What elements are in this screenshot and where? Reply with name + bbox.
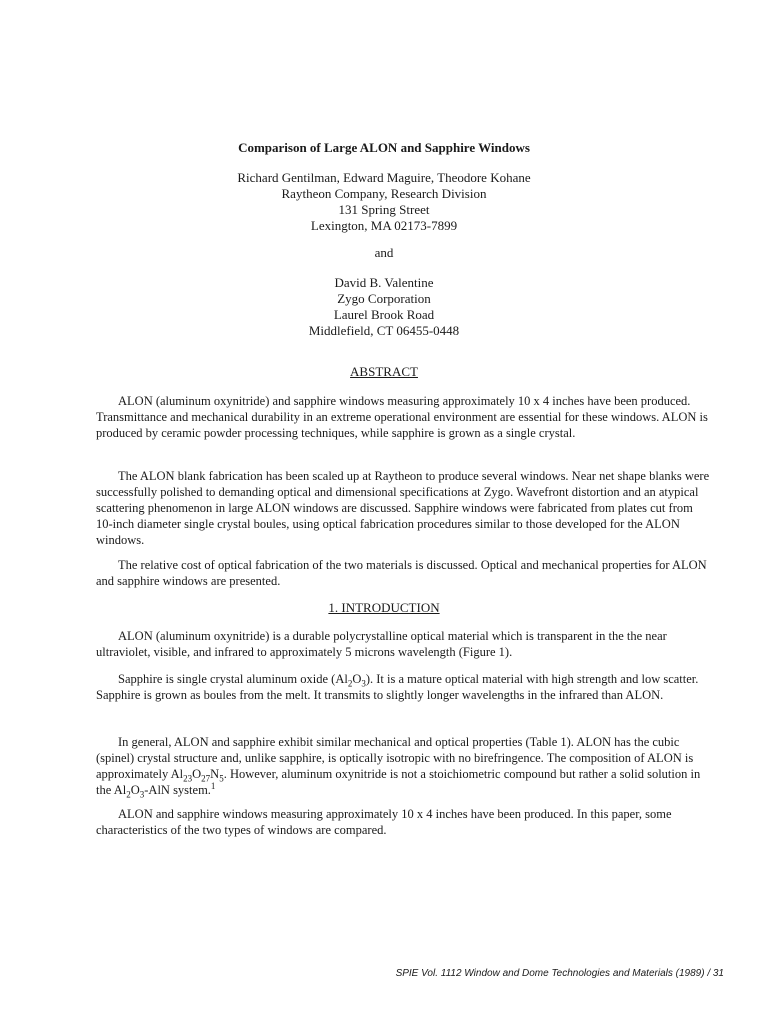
text-run: O	[352, 672, 362, 686]
intro-paragraph-3	[96, 734, 712, 798]
subscript: 3	[361, 678, 366, 689]
abstract-heading: ABSTRACT	[350, 364, 418, 379]
author-street: 131 Spring Street	[338, 202, 430, 217]
author-street: Laurel Brook Road	[333, 307, 435, 322]
abstract-paragraph-1: ALON (aluminum oxynitride) and sapphire windows measuring approximately 10 x 4 inches have been produced. Transmittance and mechanical durability in an extreme operational environment are essential for these windows. ALON is produced by ceramic powder processing techniques, while sapphire is grown as a single crystal.	[96, 394, 708, 440]
text-run: In general, ALON and sapphire exhibit similar mechanical and optical properties (Table 1). ALON has the cubic (spinel) crystal structure and, unlike sapphire, is optically isotropic with no birefringence. The composition of ALON is approximately Al	[96, 735, 694, 781]
text-run: O	[192, 767, 202, 781]
author-names: Richard Gentilman, Edward Maguire, Theodore Kohane	[237, 170, 531, 185]
text-run: O	[130, 783, 140, 797]
abstract-paragraph-3: The relative cost of optical fabrication of the two materials is discussed. Optical and mechanical properties for ALON and sapphire windows are presented.	[96, 558, 707, 588]
author-organization: Raytheon Company, Research Division	[281, 186, 487, 201]
author-organization: Zygo Corporation	[337, 291, 431, 306]
intro-paragraph-1: ALON (aluminum oxynitride) is a durable polycrystalline optical material which is transparent in the the near ultraviolet, visible, and infrared to approximately 5 microns wavelength (Figure 1).	[96, 629, 667, 659]
subscript: 2	[126, 789, 131, 800]
intro-paragraph-2	[96, 671, 712, 703]
author-block-zygo	[0, 275, 768, 339]
text-run: -AlN system.	[144, 783, 211, 797]
reference-superscript: 1	[210, 780, 216, 791]
paper-title: Comparison of Large ALON and Sapphire Windows	[238, 140, 530, 155]
introduction-heading: 1. INTRODUCTION	[328, 600, 440, 615]
author-city: Middlefield, CT 06455-0448	[308, 323, 460, 338]
text-run: N	[210, 767, 220, 781]
author-names: David B. Valentine	[334, 275, 434, 290]
text-run: ). It is a mature optical material with high strength and low scatter. Sapphire is grown as boules from the melt. It transmits to slightly longer wavelengths in the infrared than ALON.	[96, 672, 699, 702]
author-city: Lexington, MA 02173-7899	[310, 218, 458, 233]
text-run: Sapphire is single crystal aluminum oxide (Al	[118, 672, 348, 686]
author-block-raytheon	[0, 170, 768, 234]
subscript: 5	[219, 773, 224, 784]
abstract-paragraph-2: The ALON blank fabrication has been scaled up at Raytheon to produce several windows. Near net shape blanks were successfully polished to demanding optical and dimensional specifications at Zygo. Wavefront distortion and an atypical scattering phenomenon in large ALON windows are discussed. Sapphire windows were fabricated from plates cut from 10-inch diameter single crystal boules, using optical fabrication procedures similar to those developed for the ALON windows.	[96, 469, 710, 547]
subscript: 3	[139, 789, 145, 800]
text-run: . However, aluminum oxynitride is not a stoichiometric compound but rather a solid solution in the Al	[96, 767, 701, 797]
subscript: 23	[183, 773, 193, 784]
and-separator: and	[374, 245, 394, 260]
intro-paragraph-4: ALON and sapphire windows measuring approximately 10 x 4 inches have been produced. In this paper, some characteristics of the two types of windows are compared.	[96, 807, 672, 837]
subscript: 2	[347, 678, 353, 689]
page-footer: SPIE Vol. 1112 Window and Dome Technologies and Materials (1989) / 31	[395, 968, 724, 979]
subscript: 27	[201, 773, 211, 784]
